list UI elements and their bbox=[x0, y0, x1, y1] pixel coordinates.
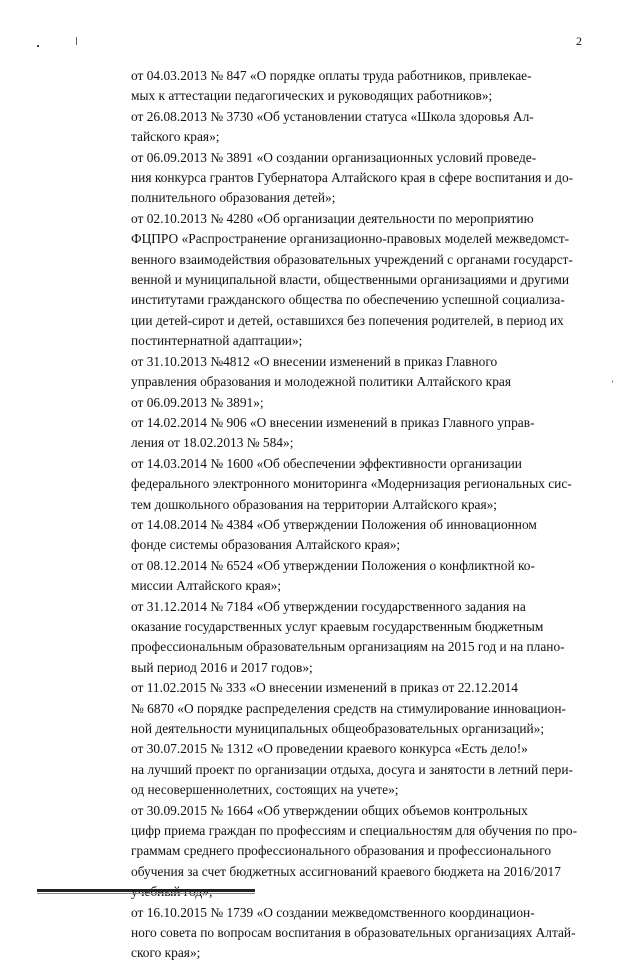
scan-speck bbox=[612, 380, 613, 383]
paragraph-order-item bbox=[95, 352, 573, 413]
document-body bbox=[95, 66, 578, 964]
text-line: от 16.10.2015 № 1739 «О создании межведомственного координацион- bbox=[131, 904, 535, 920]
text-line: од несовершеннолетних, состоящих на учете»; bbox=[131, 782, 399, 798]
text-line: институтами гражданского общества по обеспечению успешной социализа- bbox=[131, 292, 565, 308]
paragraph-order-item bbox=[95, 107, 573, 148]
text-line: от 11.02.2015 № 333 «О внесении изменений в приказ от 22.12.2014 bbox=[131, 680, 518, 696]
text-line: постинтернатной адаптации»; bbox=[131, 333, 303, 349]
text-line: граммам среднего профессионального образования и профессионального bbox=[131, 843, 552, 859]
text-line: оказание государственных услуг краевым государственным бюджетным bbox=[131, 618, 544, 634]
paragraph-order-item bbox=[95, 739, 573, 800]
text-line: миссии Алтайского края»; bbox=[131, 578, 282, 594]
text-line: от 26.08.2013 № 3730 «Об установлении статуса «Школа здоровья Ал- bbox=[131, 108, 534, 124]
paragraph-order-item bbox=[95, 556, 573, 597]
text-line: № 6870 «О порядке распределения средств на стимулирование инновацион- bbox=[131, 700, 566, 716]
text-line: ции детей-сирот и детей, оставшихся без попечения родителей, в период их bbox=[131, 312, 564, 328]
text-line: от 30.07.2015 № 1312 «О проведении краевого конкурса «Есть дело!» bbox=[131, 741, 528, 757]
text-line: ного совета по вопросам воспитания в образовательных организациях Алтай- bbox=[131, 925, 576, 941]
bottom-rule bbox=[37, 893, 255, 894]
page-number: 2 bbox=[576, 34, 582, 48]
paragraph-order-item bbox=[95, 801, 578, 903]
paragraph-order-item bbox=[95, 66, 573, 107]
paragraph-order-item bbox=[95, 903, 576, 964]
text-line: от 02.10.2013 № 4280 «Об организации деятельности по мероприятию bbox=[131, 210, 534, 226]
text-line: от 31.12.2014 № 7184 «Об утверждении государственного задания на bbox=[131, 598, 526, 614]
paragraph-order-item bbox=[95, 413, 573, 454]
paragraph-order-item bbox=[95, 597, 573, 679]
text-line: от 31.10.2013 №4812 «О внесении изменений в приказ Главного bbox=[131, 353, 498, 369]
paragraph-order-item bbox=[95, 209, 573, 352]
text-line: ФЦПРО «Распространение организационно-правовых моделей межведомст- bbox=[131, 231, 570, 247]
text-line: тайского края»; bbox=[131, 129, 220, 145]
paragraph-order-item bbox=[95, 515, 573, 556]
text-line: мых к аттестации педагогических и руководящих работников»; bbox=[131, 88, 493, 104]
text-line: тем дошкольного образования на территории Алтайского края»; bbox=[131, 496, 498, 512]
bottom-rule bbox=[37, 889, 255, 892]
text-line: управления образования и молодежной политики Алтайского края bbox=[131, 374, 511, 390]
text-line: вый период 2016 и 2017 годов»; bbox=[131, 659, 313, 675]
text-line: обучения за счет бюджетных ассигнований краевого бюджета на 2016/2017 bbox=[131, 863, 561, 879]
paragraph-order-item bbox=[95, 148, 573, 209]
text-line: от 06.09.2013 № 3891 «О создании организационных условий проведе- bbox=[131, 149, 537, 165]
paragraph-order-item bbox=[95, 454, 573, 515]
text-line: цифр приема граждан по профессиям и специальностям для обучения по про- bbox=[131, 823, 578, 839]
text-line: фонде системы образования Алтайского края»; bbox=[131, 537, 401, 553]
text-line: от 06.09.2013 № 3891»; bbox=[131, 394, 264, 410]
text-line: венного взаимодействия образовательных учреждений с органами государст- bbox=[131, 251, 573, 267]
text-line: ления от 18.02.2013 № 584»; bbox=[131, 435, 294, 451]
text-line: от 14.02.2014 № 906 «О внесении изменений в приказ Главного управ- bbox=[131, 414, 535, 430]
text-line: от 14.03.2014 № 1600 «Об обеспечении эффективности организации bbox=[131, 455, 522, 471]
text-line: от 30.09.2015 № 1664 «Об утверждении общих объемов контрольных bbox=[131, 802, 528, 818]
paragraph-order-item bbox=[95, 678, 573, 739]
text-line: от 04.03.2013 № 847 «О порядке оплаты труда работников, привлекае- bbox=[131, 68, 532, 83]
text-line: на лучший проект по организации отдыха, досуга и занятости в летний пери- bbox=[131, 761, 573, 777]
text-line: профессиональным образовательным организациям на 2015 год и на плано- bbox=[131, 639, 565, 655]
scan-mark bbox=[76, 37, 77, 45]
text-line: от 14.08.2014 № 4384 «Об утверждении Положения об инновационном bbox=[131, 516, 537, 532]
text-line: ского края»; bbox=[131, 945, 201, 961]
text-line: полнительного образования детей»; bbox=[131, 190, 336, 206]
text-line: федерального электронного мониторинга «Модернизация региональных сис- bbox=[131, 476, 572, 492]
text-line: венной и муниципальной власти, общественными организациями и другими bbox=[131, 272, 570, 288]
text-line: ния конкурса грантов Губернатора Алтайского края в сфере воспитания и до- bbox=[131, 170, 574, 186]
text-line: от 08.12.2014 № 6524 «Об утверждении Положения о конфликтной ко- bbox=[131, 557, 535, 573]
text-line: ной деятельности муниципальных общеобразовательных организаций»; bbox=[131, 721, 545, 736]
scan-speck bbox=[37, 45, 39, 47]
